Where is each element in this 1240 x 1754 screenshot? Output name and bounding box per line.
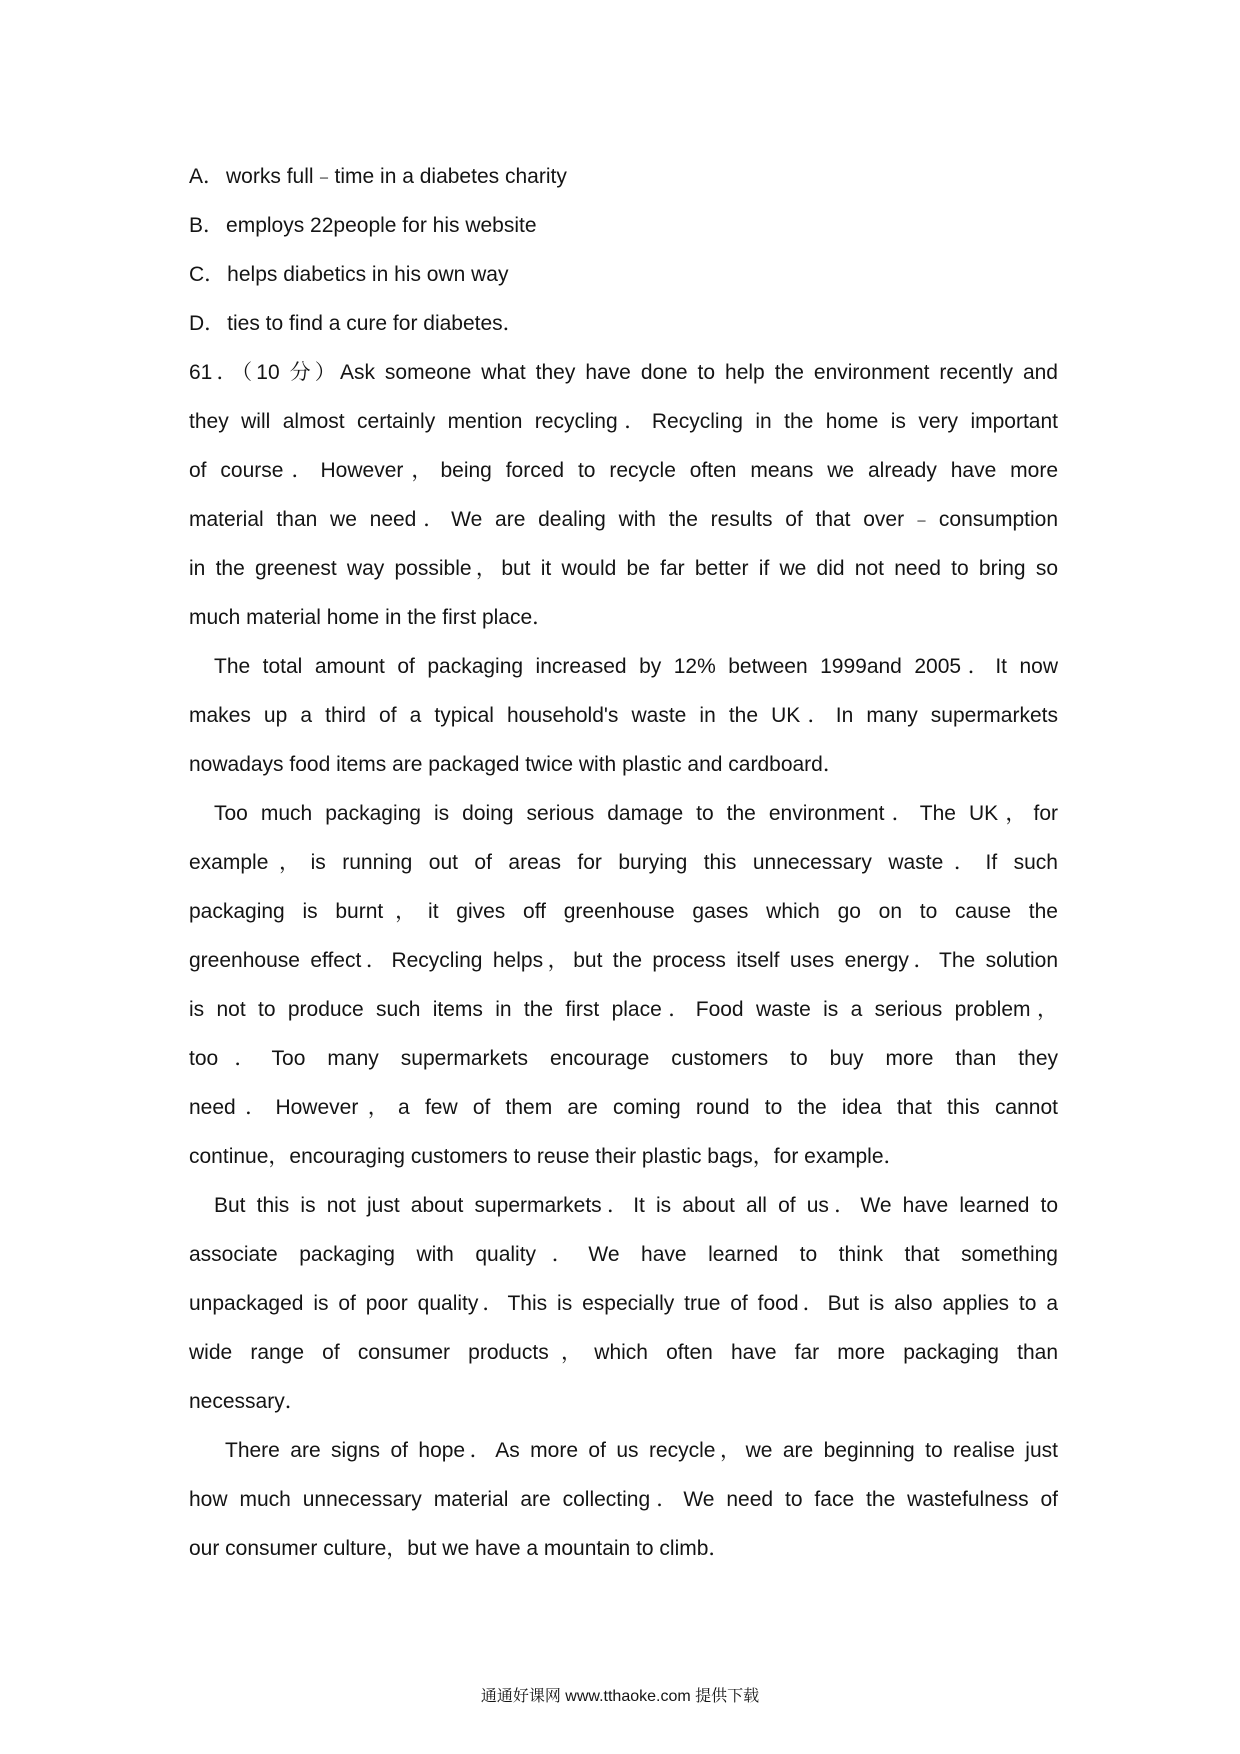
option-text: ties to find a cure for diabetes． — [227, 312, 524, 335]
passage-line: necessary． — [189, 1390, 306, 1413]
passage-paragraph — [189, 789, 1058, 1181]
option-letter: C． — [189, 263, 226, 286]
passage-line: unpackaged is of poor quality．This is especially true of food．But is also applies to a — [189, 1292, 1058, 1315]
passage-line: makes up a third of a typical household's waste in the UK．In many supermarkets — [189, 704, 1058, 727]
passage-paragraph — [189, 642, 1058, 789]
passage-line: continue，encouraging customers to reuse their plastic bags，for example． — [189, 1145, 905, 1168]
document-content — [189, 152, 1058, 1573]
passage-line: is not to produce such items in the first place．Food waste is a serious problem， — [189, 998, 1058, 1021]
reading-passage — [189, 348, 1058, 1573]
option-letter: A． — [189, 165, 225, 188]
passage-line: Too much packaging is doing serious damage to the environment．The UK，for — [214, 802, 1058, 825]
passage-line: in the greenest way possible，but it would be far better if we did not need to bring so — [189, 557, 1058, 580]
option-letter: D． — [189, 312, 226, 335]
option-a — [189, 152, 1058, 201]
passage-line: The total amount of packaging increased by 12% between 1999and 2005．It now — [214, 655, 1058, 678]
passage-line: packaging is burnt，it gives off greenhouse gases which go on to cause the — [189, 900, 1058, 923]
passage-line: too．Too many supermarkets encourage customers to buy more than they — [189, 1047, 1058, 1070]
passage-line: associate packaging with quality．We have learned to think that something — [189, 1243, 1058, 1266]
passage-line: material than we need．We are dealing with the results of that over﹣consumption — [189, 508, 1058, 531]
passage-line: our consumer culture，but we have a mountain to climb． — [189, 1537, 730, 1560]
passage-line: There are signs of hope．As more of us recycle，we are beginning to realise just — [225, 1439, 1058, 1462]
passage-line: But this is not just about supermarkets．It is about all of us．We have learned to — [214, 1194, 1058, 1217]
passage-line: 61．（10 分）Ask someone what they have done to help the environment recently and — [189, 361, 1058, 384]
answer-options — [189, 152, 1058, 348]
passage-line: example，is running out of areas for burying this unnecessary waste．If such — [189, 851, 1058, 874]
passage-line: how much unnecessary material are collecting．We need to face the wastefulness of — [189, 1488, 1058, 1511]
option-c — [189, 250, 1058, 299]
option-text: helps diabetics in his own way — [227, 263, 509, 286]
passage-line: they will almost certainly mention recycling．Recycling in the home is very important — [189, 410, 1058, 433]
page-footer: 通通好课网 www.tthaoke.com 提供下载 — [480, 1688, 760, 1705]
passage-line: need．However，a few of them are coming round to the idea that this cannot — [189, 1096, 1058, 1119]
option-d — [189, 299, 1058, 348]
passage-paragraph — [189, 1181, 1058, 1426]
option-text: employs 22people for his website — [226, 214, 537, 237]
passage-line: wide range of consumer products，which often have far more packaging than — [189, 1341, 1058, 1364]
option-text: works full﹣time in a diabetes charity — [226, 165, 567, 188]
passage-line: nowadays food items are packaged twice with plastic and cardboard． — [189, 753, 844, 776]
passage-line: greenhouse effect．Recycling helps，but the process itself uses energy．The solution — [189, 949, 1058, 972]
option-letter: B． — [189, 214, 225, 237]
option-b — [189, 201, 1058, 250]
passage-line: of course．However，being forced to recycle often means we already have more — [189, 459, 1058, 482]
passage-paragraph — [189, 348, 1058, 642]
passage-line: much material home in the first place． — [189, 606, 554, 629]
passage-paragraph — [189, 1426, 1058, 1573]
